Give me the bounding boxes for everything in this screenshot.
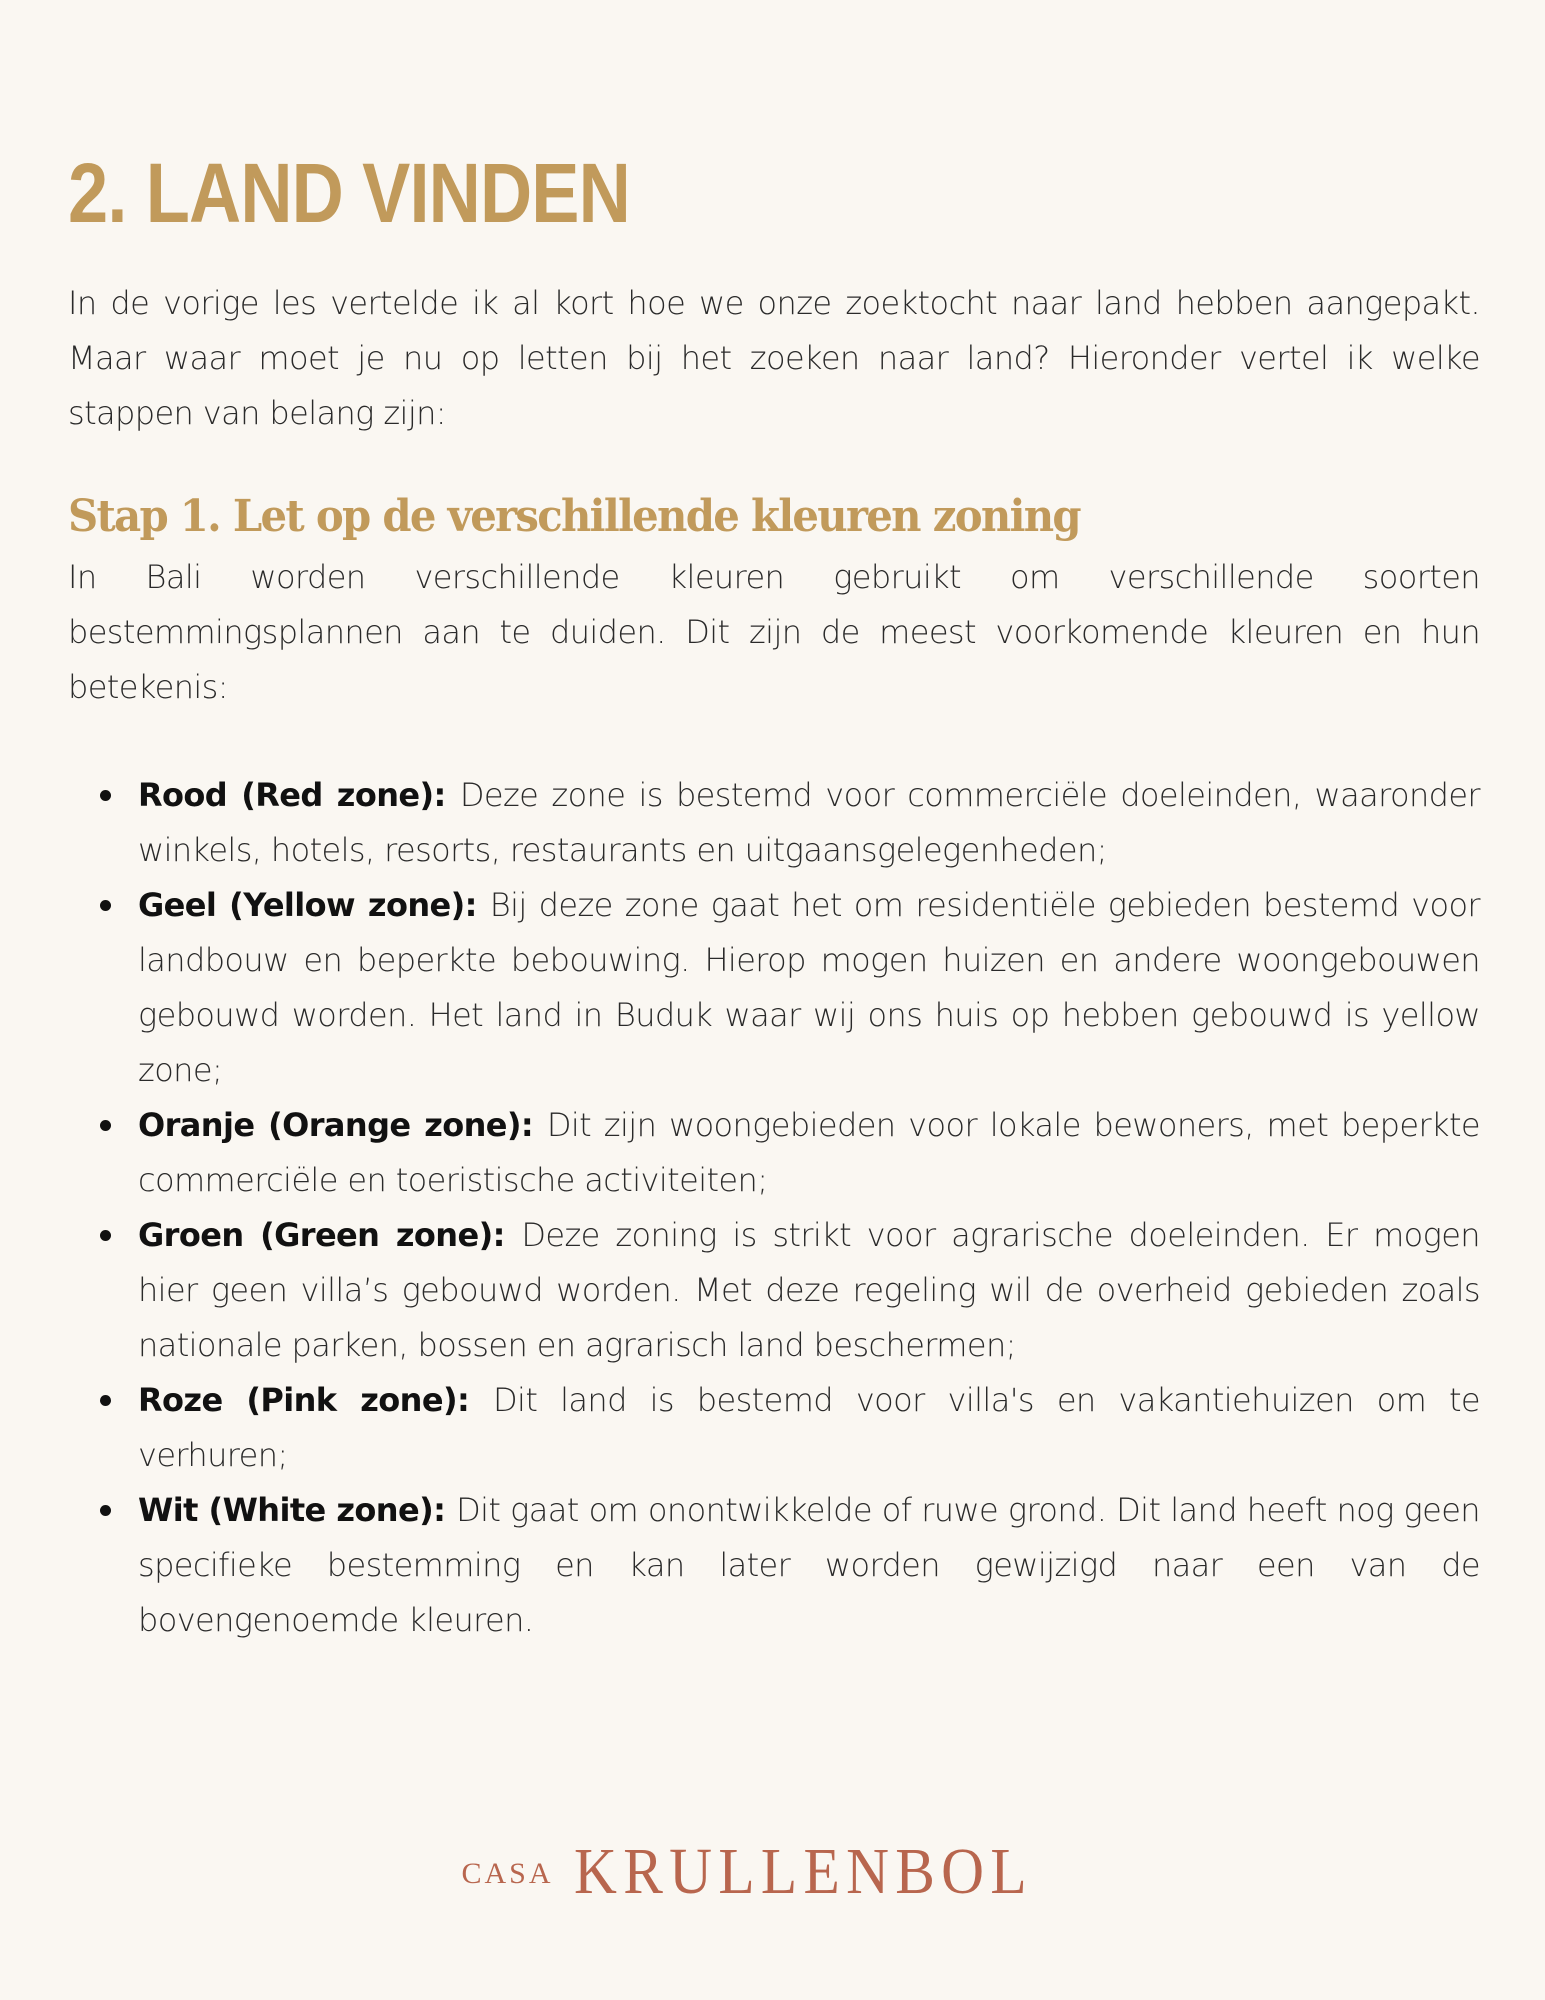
zone-item-red — [138, 768, 1480, 878]
zone-description: Dit gaat om onontwikkelde of ruwe grond. Dit land heeft nog geen specifieke bestemming en kan later worden gewijzigd naar een van de bovengenoemde kleuren. — [138, 1491, 1480, 1639]
bullet-icon — [100, 1395, 111, 1406]
bullet-icon — [100, 1120, 111, 1131]
zone-item-green — [138, 1208, 1480, 1373]
zone-item-white — [138, 1483, 1480, 1648]
zone-term: Geel (Yellow zone): — [138, 886, 490, 924]
logo-name: KRULLENBOL — [573, 1835, 1033, 1908]
zone-description: Dit land is bestemd voor villa's en vakantiehuizen om te verhuren; — [138, 1381, 1481, 1474]
zone-list — [138, 768, 1480, 1648]
zone-item-pink — [138, 1373, 1480, 1483]
zone-item-orange — [138, 1098, 1480, 1208]
zone-description: Bij deze zone gaat het om residentiële gebieden bestemd voor landbouw en beperkte bebouwing. Hierop mogen huizen en andere woongebouwen gebouwd worden. Het land in Buduk waar wij ons huis op hebben gebouwd is yellow zone; — [138, 886, 1480, 1089]
bullet-icon — [100, 900, 111, 911]
zone-term: Roze (Pink zone): — [138, 1381, 493, 1419]
zone-description: Deze zone is bestemd voor commerciële doeleinden, waaronder winkels, hotels, resorts, restaurants en uitgaansgelegenheden; — [138, 776, 1480, 869]
zone-item-yellow — [138, 878, 1480, 1098]
bullet-icon — [100, 1505, 111, 1516]
step-1-heading: Stap 1. Let op de verschillende kleuren zoning — [68, 491, 1080, 542]
bullet-icon — [100, 1230, 111, 1241]
brand-logo — [0, 1820, 1545, 1910]
page-title: 2. LAND VINDEN — [68, 146, 630, 240]
zone-term: Rood (Red zone): — [138, 776, 460, 814]
intro-paragraph: In de vorige les vertelde ik al kort hoe we onze zoektocht naar land hebben aangepakt. Maar waar moet je nu op letten bij het zoeken naar land? Hieronder vertel ik welke stappen van belang zijn: — [68, 284, 1480, 432]
zone-description: Dit zijn woongebieden voor lokale bewoners, met beperkte commerciële en toeristische activiteiten; — [138, 1106, 1480, 1199]
step-1-paragraph: In Bali worden verschillende kleuren gebruikt om verschillende soorten bestemmingsplannen aan te duiden. Dit zijn de meest voorkomende kleuren en hun betekenis: — [68, 558, 1480, 706]
zone-term: Groen (Green zone): — [138, 1216, 522, 1254]
bullet-icon — [100, 790, 111, 801]
zone-term: Wit (White zone): — [138, 1491, 457, 1529]
zone-description: Deze zoning is strikt voor agrarische doeleinden. Er mogen hier geen villa’s gebouwd worden. Met deze regeling wil de overheid gebieden zoals nationale parken, bossen en agrarisch land beschermen; — [138, 1216, 1480, 1364]
zone-term: Oranje (Orange zone): — [138, 1106, 547, 1144]
logo-prefix: CASA — [461, 1857, 554, 1890]
